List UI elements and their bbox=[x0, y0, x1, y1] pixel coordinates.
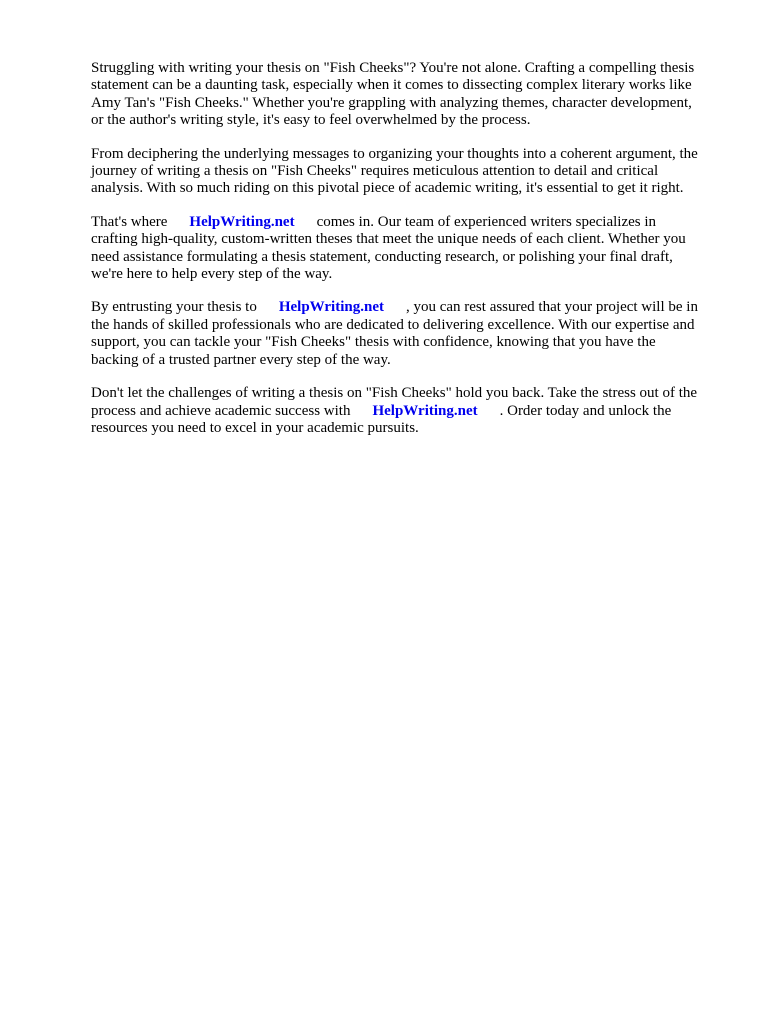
helpwriting-link-3[interactable]: HelpWriting.net bbox=[372, 402, 478, 419]
paragraph-call-to-action bbox=[91, 385, 731, 437]
paragraph-service-lead: That's where bbox=[91, 213, 168, 230]
paragraph-challenge: From deciphering the underlying messages to organizing your thoughts into a coherent argument, the journey of writing a thesis on "Fish Cheeks" requires meticulous attention to detail and critical analysis. With so much riding on this pivotal piece of academic writing, it's essential to get it right. bbox=[91, 145, 698, 197]
helpwriting-link-2[interactable]: HelpWriting.net bbox=[278, 299, 384, 316]
paragraph-trust-lead: By entrusting your thesis to bbox=[91, 299, 257, 316]
paragraph-service bbox=[91, 214, 731, 284]
paragraph-service-rest: comes in. Our team of experienced writers specializes in crafting high-quality, custom-written theses that meet the unique needs of each client. Whether you need assistance formulating a thesis statement, conducting research, or polishing your final draft, we're here to help every step of the way. bbox=[91, 213, 686, 283]
document-body bbox=[91, 60, 731, 453]
paragraph-trust-rest: , you can rest assured that your project will be in the hands of skilled professionals who are dedicated to delivering excellence. With our expertise and support, you can tackle your "Fish Cheeks" thesis with confidence, knowing that you have the backing of a trusted partner every step of the way. bbox=[91, 299, 698, 368]
paragraph-cta-lead: Don't let the challenges of writing a thesis on "Fish Cheeks" hold you back. Take the stress out of the process and achieve academic success with bbox=[91, 385, 698, 419]
paragraph-cta-rest: . Order today and unlock the resources you need to excel in your academic pursuits. bbox=[91, 402, 672, 436]
paragraph-trust bbox=[91, 299, 731, 369]
helpwriting-link-1[interactable]: HelpWriting.net bbox=[189, 213, 295, 230]
paragraph-intro: Struggling with writing your thesis on "Fish Cheeks"? You're not alone. Crafting a compelling thesis statement can be a daunting task, especially when it comes to dissecting complex literary works like Amy Tan's "Fish Cheeks." Whether you're grappling with analyzing themes, character development, or the author's writing style, it's easy to feel overwhelmed by the process. bbox=[91, 60, 695, 129]
